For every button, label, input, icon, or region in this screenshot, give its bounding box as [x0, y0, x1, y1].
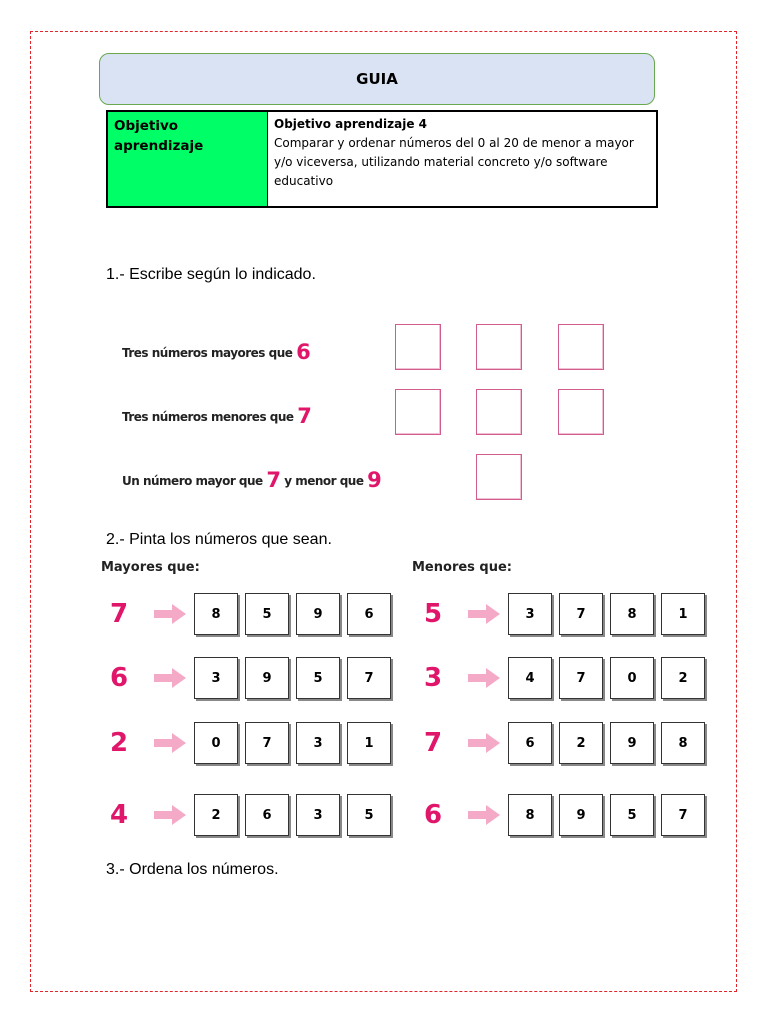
exercise1-row-3: [122, 468, 381, 492]
arrow-right-icon: [154, 604, 186, 624]
mayores-row: [110, 794, 398, 836]
number-box[interactable]: 8: [661, 722, 705, 764]
exercise1-row-3-number2: 9: [367, 468, 382, 492]
number-box[interactable]: 2: [661, 657, 705, 699]
exercise1-row-2: [122, 404, 311, 428]
number-box[interactable]: 5: [296, 657, 340, 699]
number-box[interactable]: 3: [296, 794, 340, 836]
answer-box[interactable]: [476, 389, 522, 435]
number-box[interactable]: 5: [245, 593, 289, 635]
menores-row: [424, 794, 712, 836]
arrow-right-icon: [468, 733, 500, 753]
answer-box[interactable]: [558, 324, 604, 370]
arrow-right-icon: [154, 668, 186, 688]
number-box[interactable]: 3: [194, 657, 238, 699]
number-box[interactable]: 5: [610, 794, 654, 836]
number-box[interactable]: 7: [661, 794, 705, 836]
target-number: 6: [110, 663, 129, 693]
number-box[interactable]: 0: [610, 657, 654, 699]
objective-title: Objetivo aprendizaje 4: [274, 117, 427, 131]
number-box[interactable]: 7: [245, 722, 289, 764]
mayores-row: [110, 593, 398, 635]
target-number: 7: [424, 728, 443, 758]
exercise3-heading: 3.- Ordena los números.: [106, 861, 279, 878]
number-box[interactable]: 6: [508, 722, 552, 764]
number-box[interactable]: 2: [194, 794, 238, 836]
arrow-right-icon: [154, 805, 186, 825]
answer-box[interactable]: [395, 389, 441, 435]
exercise1-row-1-text: Tres números mayores que: [122, 346, 297, 360]
mayores-heading: Mayores que:: [101, 560, 200, 575]
mayores-row: [110, 722, 398, 764]
number-box[interactable]: 6: [347, 593, 391, 635]
target-number: 4: [110, 800, 129, 830]
exercise1-row-1: [122, 340, 310, 364]
target-number: 7: [110, 599, 129, 629]
number-box[interactable]: 2: [559, 722, 603, 764]
exercise1-row-3-text: Un número mayor que: [122, 474, 267, 488]
exercise1-row-3-number: 7: [266, 468, 281, 492]
answer-box[interactable]: [476, 454, 522, 500]
number-box[interactable]: 8: [194, 593, 238, 635]
number-box[interactable]: 8: [508, 794, 552, 836]
number-box[interactable]: 0: [194, 722, 238, 764]
guia-banner: [99, 53, 655, 105]
target-number: 2: [110, 728, 129, 758]
objective-label: Objetivo aprendizaje: [108, 112, 268, 206]
menores-row: [424, 722, 712, 764]
arrow-right-icon: [468, 604, 500, 624]
number-box[interactable]: 9: [610, 722, 654, 764]
number-box[interactable]: 3: [296, 722, 340, 764]
target-number: 5: [424, 599, 443, 629]
answer-box[interactable]: [476, 324, 522, 370]
mayores-row: [110, 657, 398, 699]
menores-row: [424, 593, 712, 635]
guia-title: GUIA: [356, 70, 398, 88]
exercise1-row-3-text2: y menor que: [280, 474, 368, 488]
objective-table: [106, 110, 658, 208]
number-box[interactable]: 9: [559, 794, 603, 836]
number-box[interactable]: 8: [610, 593, 654, 635]
number-box[interactable]: 4: [508, 657, 552, 699]
target-number: 3: [424, 663, 443, 693]
number-box[interactable]: 3: [508, 593, 552, 635]
exercise1-row-1-number: 6: [296, 340, 311, 364]
number-box[interactable]: 5: [347, 794, 391, 836]
answer-box[interactable]: [395, 324, 441, 370]
number-box[interactable]: 7: [347, 657, 391, 699]
target-number: 6: [424, 800, 443, 830]
arrow-right-icon: [154, 733, 186, 753]
objective-text: Comparar y ordenar números del 0 al 20 de menor a mayor y/o viceversa, utilizando material concreto y/o software educativo: [274, 136, 634, 188]
exercise2-heading: 2.- Pinta los números que sean.: [106, 531, 332, 548]
number-box[interactable]: 9: [245, 657, 289, 699]
menores-heading: Menores que:: [412, 560, 513, 575]
menores-row: [424, 657, 712, 699]
number-box[interactable]: 9: [296, 593, 340, 635]
exercise1-heading: 1.- Escribe según lo indicado.: [106, 266, 316, 283]
number-box[interactable]: 1: [347, 722, 391, 764]
arrow-right-icon: [468, 805, 500, 825]
arrow-right-icon: [468, 668, 500, 688]
number-box[interactable]: 7: [559, 657, 603, 699]
answer-box[interactable]: [558, 389, 604, 435]
number-box[interactable]: 1: [661, 593, 705, 635]
number-box[interactable]: 6: [245, 794, 289, 836]
number-box[interactable]: 7: [559, 593, 603, 635]
exercise1-row-2-text: Tres números menores que: [122, 410, 298, 424]
objective-content: [268, 112, 656, 206]
exercise1-row-2-number: 7: [297, 404, 312, 428]
